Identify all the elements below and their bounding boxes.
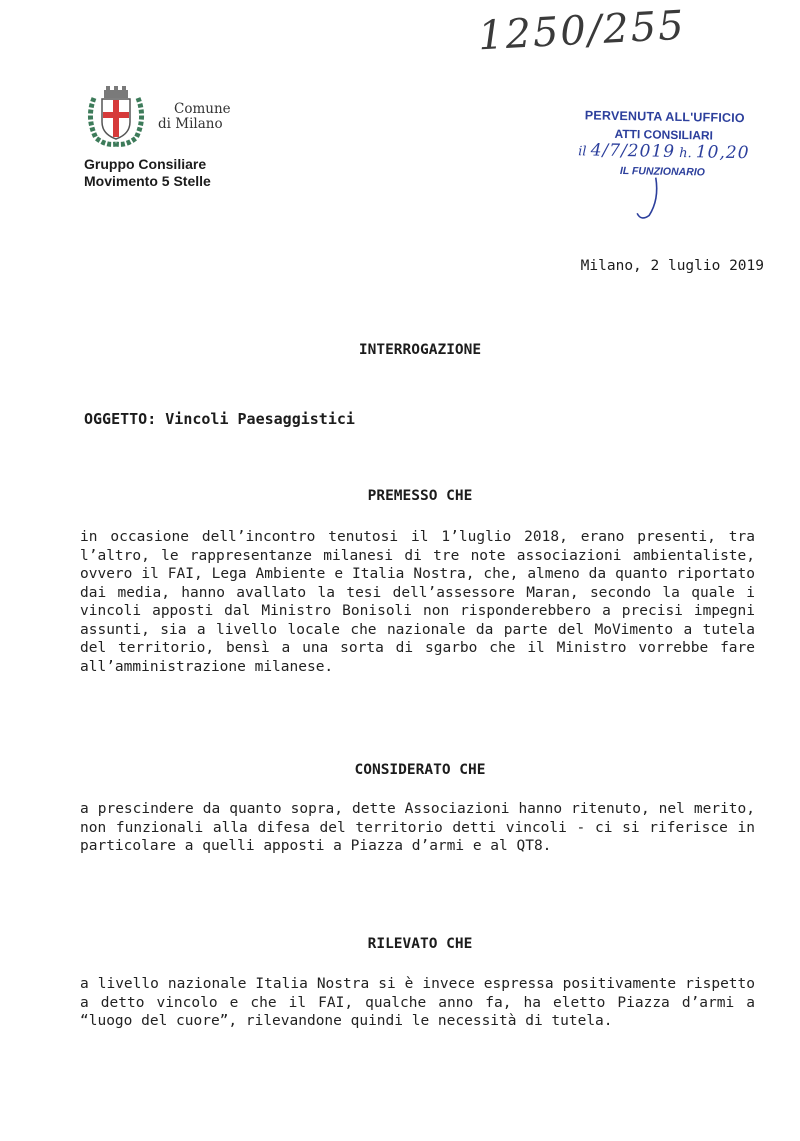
reception-stamp xyxy=(577,102,779,225)
stamp-time-value: 10,20 xyxy=(695,142,750,164)
stamp-signature-icon xyxy=(577,102,779,225)
section-text-rilevato: a livello nazionale Italia Nostra si è invece espressa positivamente rispetto a detto vincolo e che il FAI, qualche anno fa, ha eletto Piazza d’armi a “luogo del cuore”, rilevandone quindi le necessità di tutela. xyxy=(80,976,755,1029)
stamp-date-prefix: il xyxy=(578,144,587,160)
section-heading-considerato: CONSIDERATO CHE xyxy=(354,762,486,778)
document-date: Milano, 2 luglio 2019 xyxy=(580,258,764,274)
stamp-hour-label: h. xyxy=(679,146,692,162)
party-name-line1: Gruppo Consiliare xyxy=(84,156,207,172)
handwritten-protocol-number: 1250/255 xyxy=(476,2,687,60)
section-heading-premesso: PREMESSO CHE xyxy=(367,488,473,504)
comune-milano-crest-icon xyxy=(84,86,148,148)
logo-text xyxy=(158,102,231,132)
document-subject: OGGETTO: Vincoli Paesaggistici xyxy=(84,410,355,428)
section-text-premesso: in occasione dell’incontro tenutosi il 1’luglio 2018, erano presenti, tra l’altro, le rappresentanze milanesi di tre note associazioni ambientaliste, ovvero il FAI, Lega Ambiente e Italia Nostra, che, almeno da quanto riportato dai media, hanno avallato la tesi dell’assessore Maran, secondo la quale i vincoli apposti dal Ministro Bonisoli non risponderebbero a precisi impegni assunti, sia a livello locale che nazionale da parte del MoVimento a tutela del territorio, bensì a una sorta di sgarbo che il Ministro vorrebbe fare all’amministrazione milanese. xyxy=(80,529,755,675)
document-title: INTERROGAZIONE xyxy=(358,342,482,358)
section-text-considerato: a prescindere da quanto sopra, dette Associazioni hanno ritenuto, nel merito, non funzionali alla difesa del territorio detti vincoli - ci si riferisce in particolare a quelli apposti a Piazza d’armi e al QT8. xyxy=(80,801,755,854)
logo-row xyxy=(84,86,284,148)
stamp-officer-line: IL FUNZIONARIO xyxy=(619,164,705,179)
stamp-department-line: ATTI CONSILIARI xyxy=(614,126,714,143)
party-name-line2: Movimento 5 Stelle xyxy=(84,173,211,189)
header-logo-block xyxy=(84,86,284,190)
stamp-office-line: PERVENUTA ALL'UFFICIO xyxy=(584,108,745,126)
logo-text-line1: Comune xyxy=(174,101,231,117)
stamp-date-value: 4/7/2019 xyxy=(590,140,676,162)
logo-text-line2: di Milano xyxy=(158,116,223,132)
party-name xyxy=(84,156,284,190)
section-heading-rilevato: RILEVATO CHE xyxy=(367,936,473,952)
